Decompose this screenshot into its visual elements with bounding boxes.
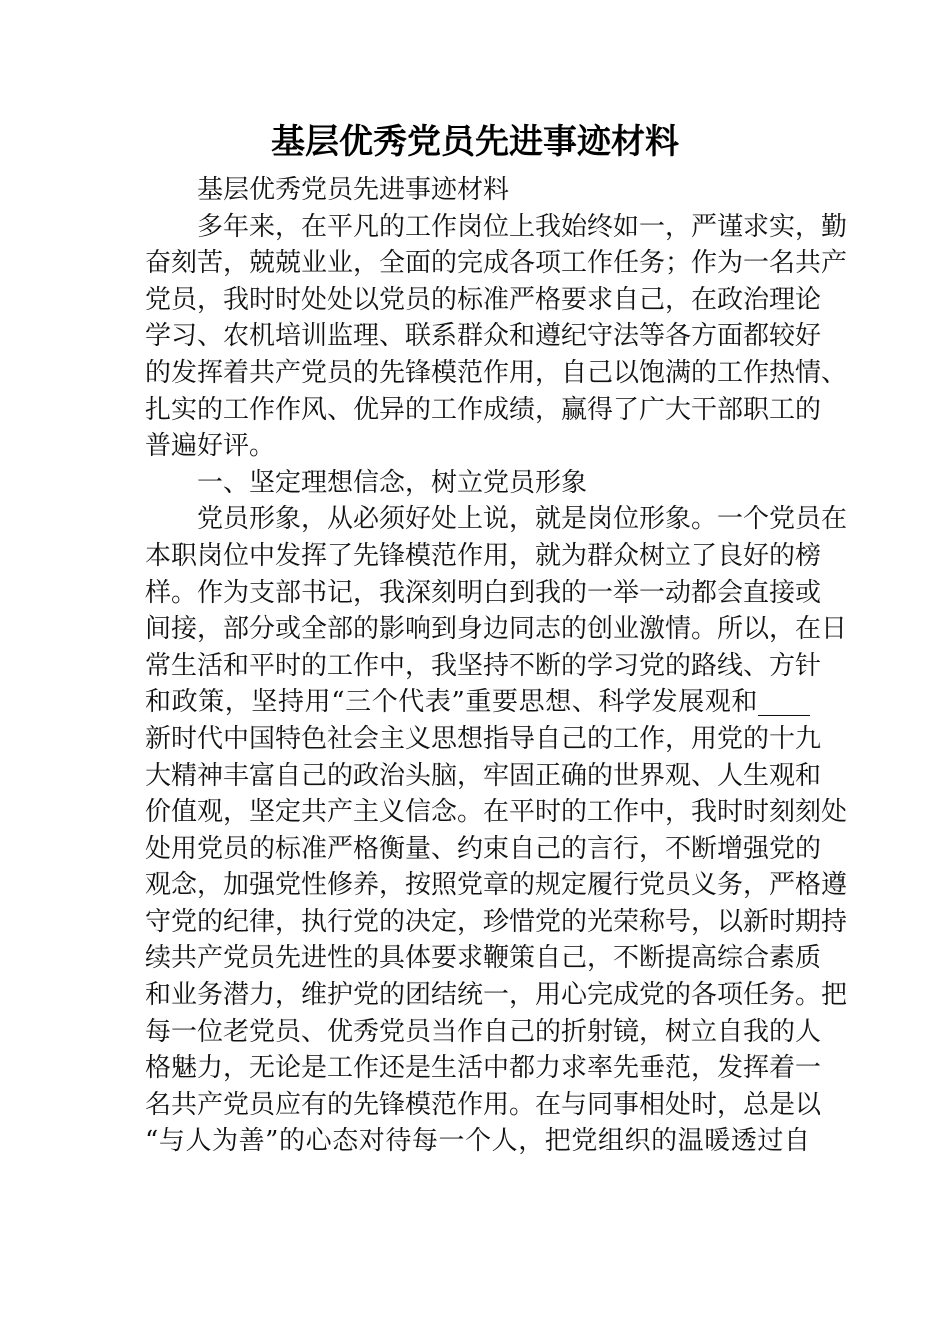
paragraph-line: 每一位老党员、优秀党员当作自己的折射镜，树立自我的人 [145, 1016, 822, 1047]
paragraph-line: 续共产党员先进性的具体要求鞭策自己，不断提高综合素质 [145, 943, 822, 974]
paragraph-line: 本职岗位中发挥了先锋模范作用，就为群众树立了良好的榜 [145, 540, 822, 571]
paragraph-line: 处用党员的标准严格衡量、约束自己的言行，不断增强党的 [145, 833, 822, 864]
document-title: 基层优秀党员先进事迹材料 [271, 122, 679, 162]
paragraph-line: 大精神丰富自己的政治头脑，牢固正确的世界观、人生观和 [145, 760, 822, 791]
paragraph-line: 扎实的工作作风、优异的工作成绩，赢得了广大干部职工的 [145, 394, 822, 425]
paragraph-line: 多年来，在平凡的工作岗位上我始终如一，严谨求实，勤 [197, 211, 848, 242]
paragraph-line: 的发挥着共产党员的先锋模范作用，自己以饱满的工作热情、 [145, 357, 848, 388]
paragraph-line: 间接，部分或全部的影响到身边同志的创业激情。所以，在日 [145, 614, 848, 645]
section-heading: 一、坚定理想信念，树立党员形象 [197, 467, 588, 498]
paragraph-line: 普遍好评。 [145, 431, 276, 462]
paragraph-line: 守党的纪律，执行党的决定，珍惜党的光荣称号，以新时期持 [145, 906, 848, 937]
paragraph-line: “与人为善”的心态对待每一个人，把党组织的温暖透过自 [145, 1126, 810, 1157]
paragraph-line: 格魅力，无论是工作还是生活中都力求率先垂范，发挥着一 [145, 1053, 822, 1084]
subtitle-line: 基层优秀党员先进事迹材料 [197, 175, 510, 205]
paragraph-line: 价值观，坚定共产主义信念。在平时的工作中，我时时刻刻处 [145, 797, 848, 828]
paragraph-line: 和政策，坚持用“三个代表”重要思想、科学发展观和____ [145, 687, 810, 718]
paragraph-line: 奋刻苦，兢兢业业，全面的完成各项工作任务；作为一名共产 [145, 248, 848, 279]
paragraph-line: 观念，加强党性修养，按照党章的规定履行党员义务，严格遵 [145, 870, 848, 901]
paragraph-line: 党员，我时时处处以党员的标准严格要求自己，在政治理论 [145, 284, 822, 315]
paragraph-line: 党员形象，从必须好处上说，就是岗位形象。一个党员在 [197, 504, 848, 535]
paragraph-line: 和业务潜力，维护党的团结统一，用心完成党的各项任务。把 [145, 980, 848, 1011]
document-body [145, 172, 848, 1160]
paragraph-line: 新时代中国特色社会主义思想指导自己的工作，用党的十九 [145, 723, 822, 754]
paragraph-line: 常生活和平时的工作中，我坚持不断的学习党的路线、方针 [145, 650, 822, 681]
paragraph-line: 名共产党员应有的先锋模范作用。在与同事相处时，总是以 [145, 1089, 822, 1120]
paragraph-line: 学习、农机培训监理、联系群众和遵纪守法等各方面都较好 [145, 321, 822, 352]
paragraph-line: 样。作为支部书记，我深刻明白到我的一举一动都会直接或 [145, 577, 822, 608]
